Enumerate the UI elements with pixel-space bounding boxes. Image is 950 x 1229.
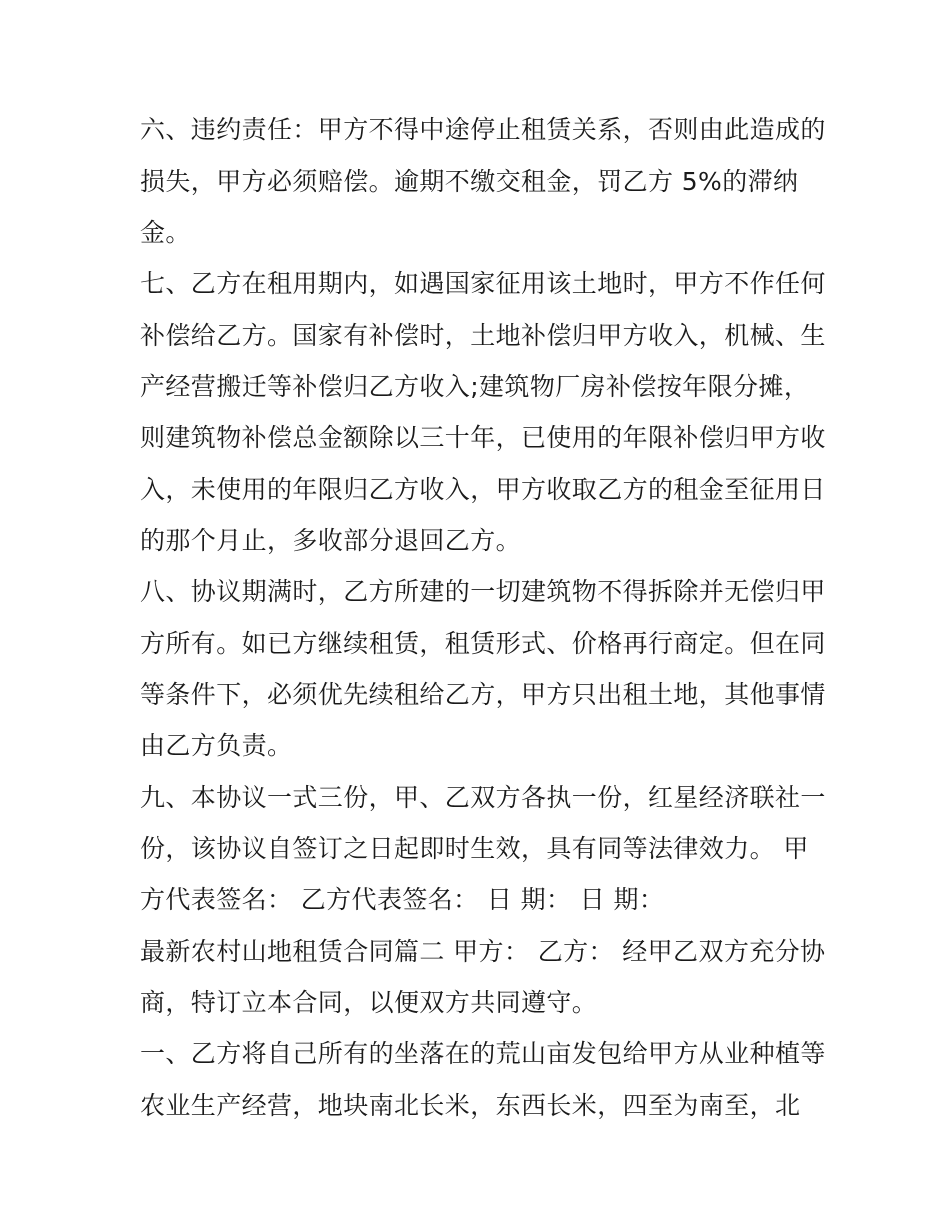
text-line: 方代表签名： 乙方代表签名： 日 期： 日 期：	[140, 885, 665, 914]
text-line: 方所有。如已方继续租赁，租赁形式、价格再行商定。但在同	[140, 629, 826, 658]
text-line: 损失，甲方必须赔偿。逾期不缴交租金，罚乙方 5%的滞纳	[140, 167, 799, 196]
text-line: 七、乙方在租用期内，如遇国家征用该土地时，甲方不作任何	[140, 269, 826, 298]
text-line: 由乙方负责。	[140, 731, 293, 760]
text-line: 则建筑物补偿总金额除以三十年，已使用的年限补偿归甲方收	[140, 423, 826, 452]
text-line: 八、协议期满时，乙方所建的一切建筑物不得拆除并无偿归甲	[140, 577, 826, 606]
text-line: 一、乙方将自己所有的坐落在的荒山亩发包给甲方从业种植等	[140, 1039, 826, 1068]
text-line: 商，特订立本合同，以便双方共同遵守。	[140, 988, 598, 1017]
text-line: 金。	[140, 218, 191, 247]
text-line: 产经营搬迁等补偿归乙方收入;建筑物厂房补偿按年限分摊，	[140, 372, 810, 401]
text-line: 等条件下，必须优先续租给乙方，甲方只出租土地，其他事情	[140, 680, 826, 709]
text-line: 六、违约责任：甲方不得中途停止租赁关系，否则由此造成的	[140, 115, 826, 144]
text-line: 补偿给乙方。国家有补偿时，土地补偿归甲方收入，机械、生	[140, 321, 826, 350]
text-line: 九、本协议一式三份，甲、乙双方各执一份，红星经济联社一	[140, 783, 826, 812]
text-line: 最新农村山地租赁合同篇二 甲方： 乙方： 经甲乙双方充分协	[140, 937, 826, 966]
text-line: 农业生产经营，地块南北长米，东西长米，四至为南至，北	[140, 1091, 801, 1120]
text-line: 入，未使用的年限归乙方收入，甲方收取乙方的租金至征用日	[140, 475, 826, 504]
text-line: 的那个月止，多收部分退回乙方。	[140, 526, 522, 555]
text-line: 份，该协议自签订之日起即时生效，具有同等法律效力。 甲	[140, 834, 809, 863]
